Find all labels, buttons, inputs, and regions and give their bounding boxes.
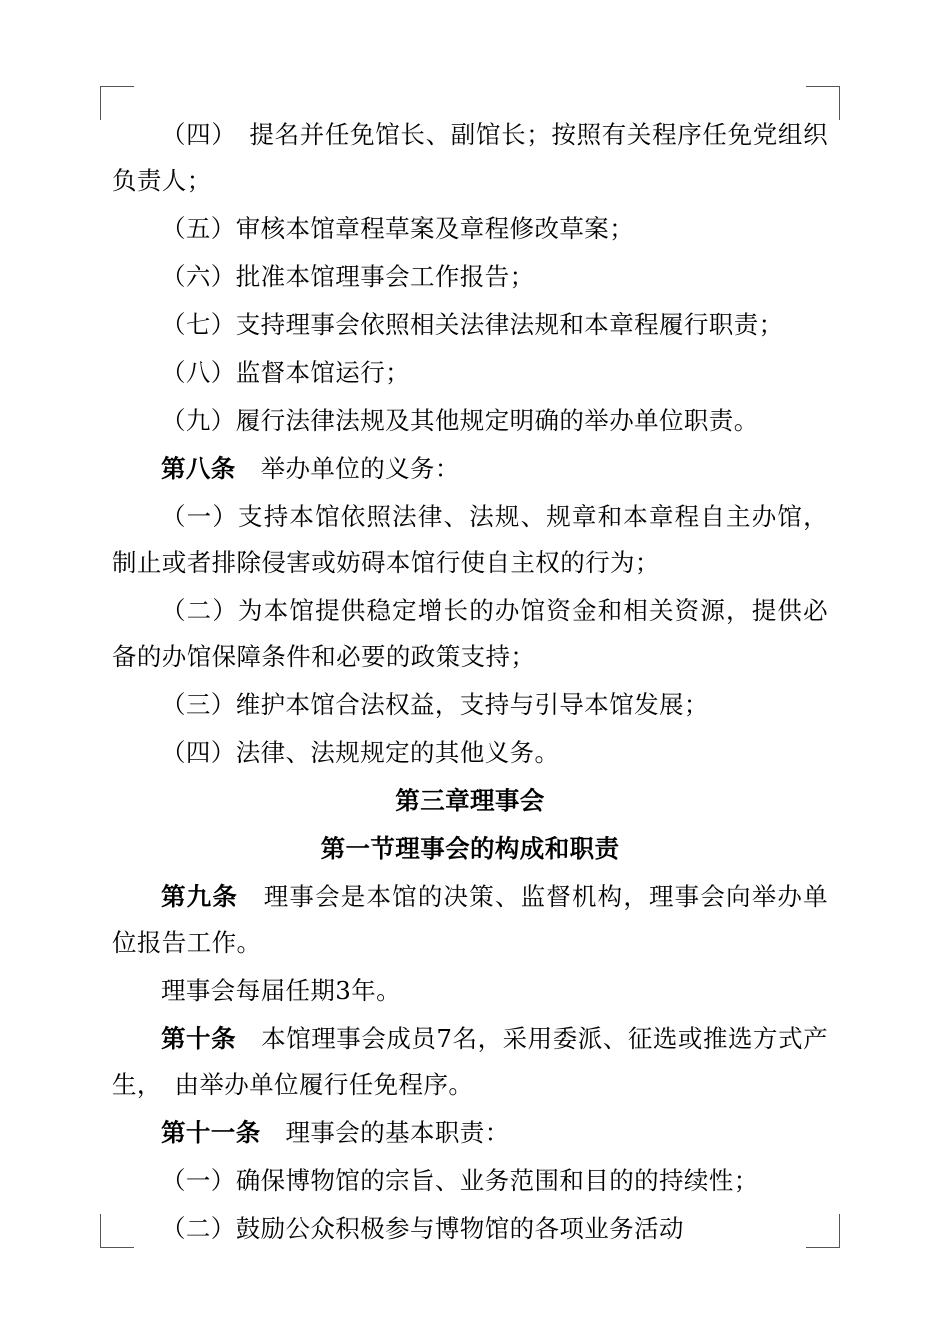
article-8-text: 举办单位的义务： <box>235 454 460 483</box>
chapter-3-heading: 第三章理事会 <box>395 786 545 815</box>
article-8-heading <box>112 446 828 492</box>
paragraph-item-4: （四） 提名并任免馆长、副馆长；按照有关程序任免党组织负责人； <box>112 120 828 195</box>
paragraph-duty-1: （一）支持本馆依照法律、法规、规章和本章程自主办馆，制止或者排除侵害或妨碍本馆行使自主权的行为； <box>112 502 828 577</box>
article-11-text: 理事会的基本职责： <box>260 1118 510 1147</box>
paragraph-item-5: （五）审核本馆章程草案及章程修改草案； <box>161 214 635 243</box>
section-1-heading: 第一节理事会的构成和职责 <box>320 834 620 863</box>
paragraph-duty-2: （二）为本馆提供稳定增长的办馆资金和相关资源，提供必备的办馆保障条件和必要的政策支持； <box>112 596 828 671</box>
paragraph-duty-4: （四）法律、法规规定的其他义务。 <box>161 738 560 767</box>
paragraph-item-7: （七）支持理事会依照相关法律法规和本章程履行职责； <box>161 310 784 339</box>
article-9-text: 理事会是本馆的决策、监督机构，理事会向举办单位报告工作。 <box>112 882 829 957</box>
article-9-label: 第九条 <box>161 882 239 911</box>
paragraph-responsibility-2: （二）鼓励公众积极参与博物馆的各项业务活动 <box>161 1214 684 1243</box>
paragraph-item-6: （六）批准本馆理事会工作报告； <box>161 262 535 291</box>
paragraph-duty-3: （三）维护本馆合法权益，支持与引导本馆发展； <box>161 690 709 719</box>
document-body <box>112 112 828 1254</box>
article-10-heading <box>112 1016 828 1108</box>
article-10-label: 第十条 <box>161 1024 237 1053</box>
paragraph-term-length: 理事会每届任期3年。 <box>161 976 402 1005</box>
paragraph-responsibility-1: （一）确保博物馆的宗旨、业务范围和目的的持续性； <box>161 1166 759 1195</box>
article-9-heading <box>112 874 828 966</box>
article-8-label: 第八条 <box>161 454 236 483</box>
article-11-heading <box>112 1110 828 1156</box>
article-11-label: 第十一条 <box>161 1118 261 1147</box>
paragraph-item-8: （八）监督本馆运行； <box>161 358 410 387</box>
article-10-text: 本馆理事会成员7名，采用委派、征选或推选方式产生， 由举办单位履行任免程序。 <box>112 1024 829 1099</box>
paragraph-item-9: （九）履行法律法规及其他规定明确的举办单位职责。 <box>161 406 759 435</box>
